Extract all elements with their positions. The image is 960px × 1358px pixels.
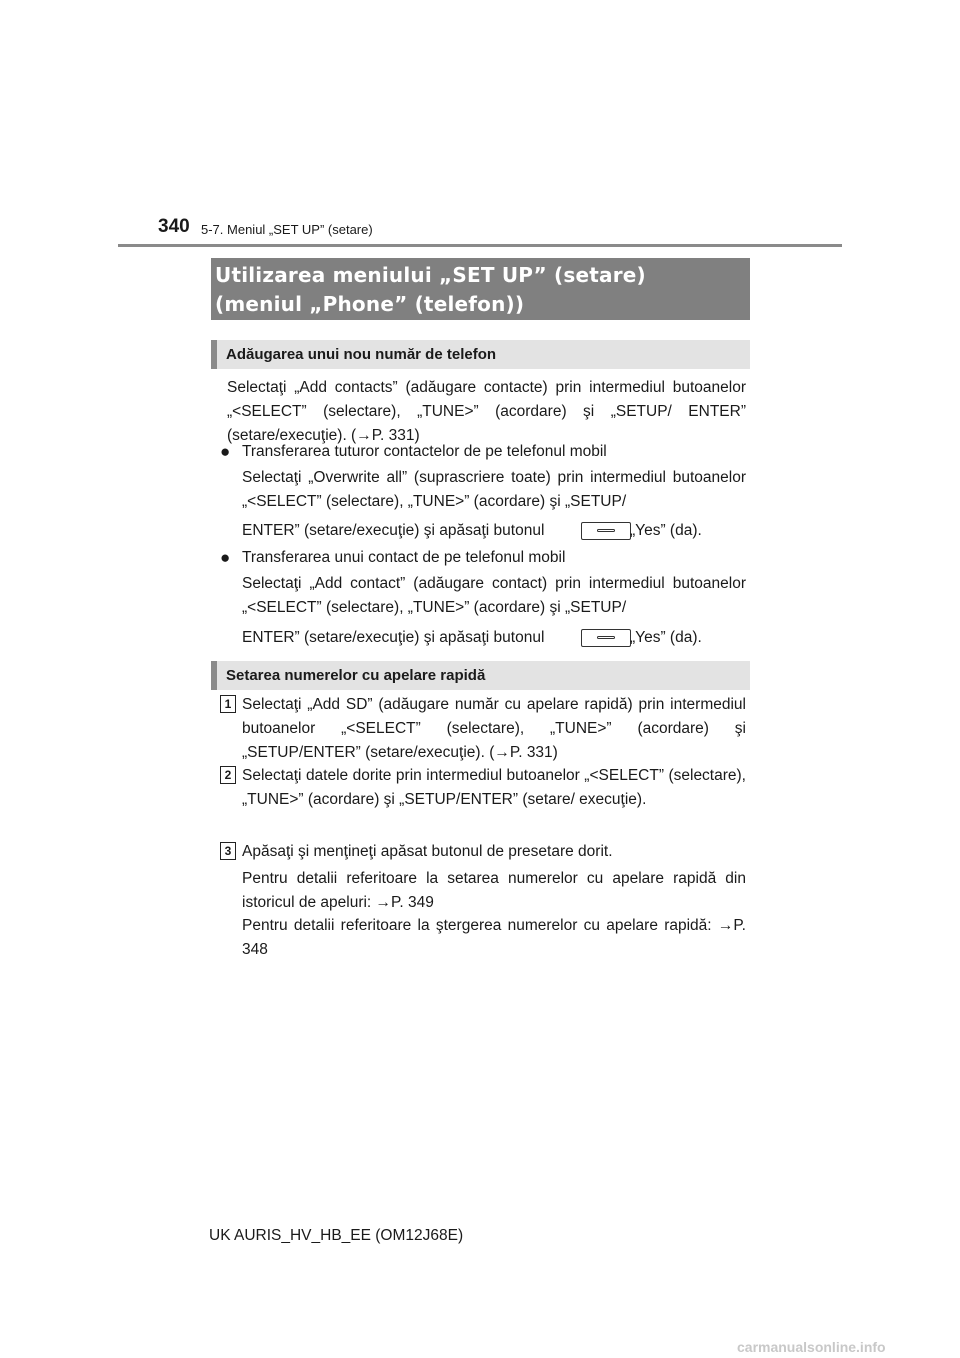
bullet-lastline-transfer-one: ENTER” (setare/execuţie) şi apăsaţi butonul bbox=[242, 629, 545, 646]
phone-button-icon bbox=[581, 522, 631, 540]
bullet-icon: ● bbox=[220, 548, 231, 567]
step-number-box: 3 bbox=[220, 842, 236, 860]
page-number: 340 bbox=[158, 216, 190, 237]
bullet-lastline-transfer-all: ENTER” (setare/execuţie) şi apăsaţi butonul bbox=[242, 522, 545, 539]
footer-model-code: UK AURIS_HV_HB_EE (OM12J68E) bbox=[209, 1227, 464, 1244]
section-title-line2: (meniul „Phone” (telefon)) bbox=[215, 292, 525, 316]
watermark-link[interactable]: carmanualsonline.info bbox=[737, 1339, 886, 1355]
phone-button-icon bbox=[581, 629, 631, 647]
sub-heading-add-number: Adăugarea unui nou număr de telefon bbox=[211, 340, 750, 369]
sub-heading-speed-dial: Setarea numerelor cu apelare rapidă bbox=[211, 661, 750, 690]
yes-label: „Yes” (da). bbox=[630, 522, 702, 539]
step-text: Apăsaţi şi menţineţi apăsat butonul de presetare dorit. bbox=[242, 843, 613, 860]
section-title-line1: Utilizarea meniului „SET UP” (setare) bbox=[215, 263, 646, 287]
header-rule bbox=[118, 244, 842, 247]
yes-label: „Yes” (da). bbox=[630, 629, 702, 646]
note-text: Pentru detalii referitoare la setarea numerelor cu apelare rapidă din istoricul de apeluri: →P. 349 bbox=[242, 870, 746, 911]
bullet-icon: ● bbox=[220, 442, 231, 461]
bullet-title-transfer-one: Transferarea unui contact de pe telefonul mobil bbox=[242, 549, 566, 566]
section-title bbox=[211, 258, 750, 320]
step-number-box: 1 bbox=[220, 695, 236, 713]
bullet-body-transfer-one: Selectaţi „Add contact” (adăugare contact) prin intermediul butoanelor „<SELECT” (selectare), „TUNE>” (acordare) şi „SETUP/ bbox=[242, 575, 746, 616]
step-text: Selectaţi datele dorite prin intermediul butoanelor „<SELECT” (selectare), „TUNE>” (acordare) şi „SETUP/ENTER” (setare/ execuţie). bbox=[242, 767, 746, 808]
step-text: Selectaţi „Add SD” (adăugare număr cu apelare rapidă) prin intermediul butoanelor „<SELECT” (selectare), „TUNE>” (acordare) şi „SETUP/ENTER” (setare/execuţie). (→P. 331) bbox=[242, 696, 746, 761]
note-text: Pentru detalii referitoare la ştergerea numerelor cu apelare rapidă: →P. 348 bbox=[242, 917, 746, 958]
bullet-body-transfer-all: Selectaţi „Overwrite all” (suprascriere toate) prin intermediul butoanelor „<SELECT” (selectare), „TUNE>” (acordare) şi „SETUP/ bbox=[242, 469, 746, 510]
bullet-title-transfer-all: Transferarea tuturor contactelor de pe telefonul mobil bbox=[242, 443, 607, 460]
step-number-box: 2 bbox=[220, 766, 236, 784]
intro-paragraph: Selectaţi „Add contacts” (adăugare contacte) prin intermediul butoanelor „<SELECT” (selectare), „TUNE>” (acordare) şi „SETUP/ ENTER” (setare/execuţie). (→P. 331) bbox=[227, 379, 746, 444]
running-header: 5-7. Meniul „SET UP” (setare) bbox=[201, 222, 373, 237]
